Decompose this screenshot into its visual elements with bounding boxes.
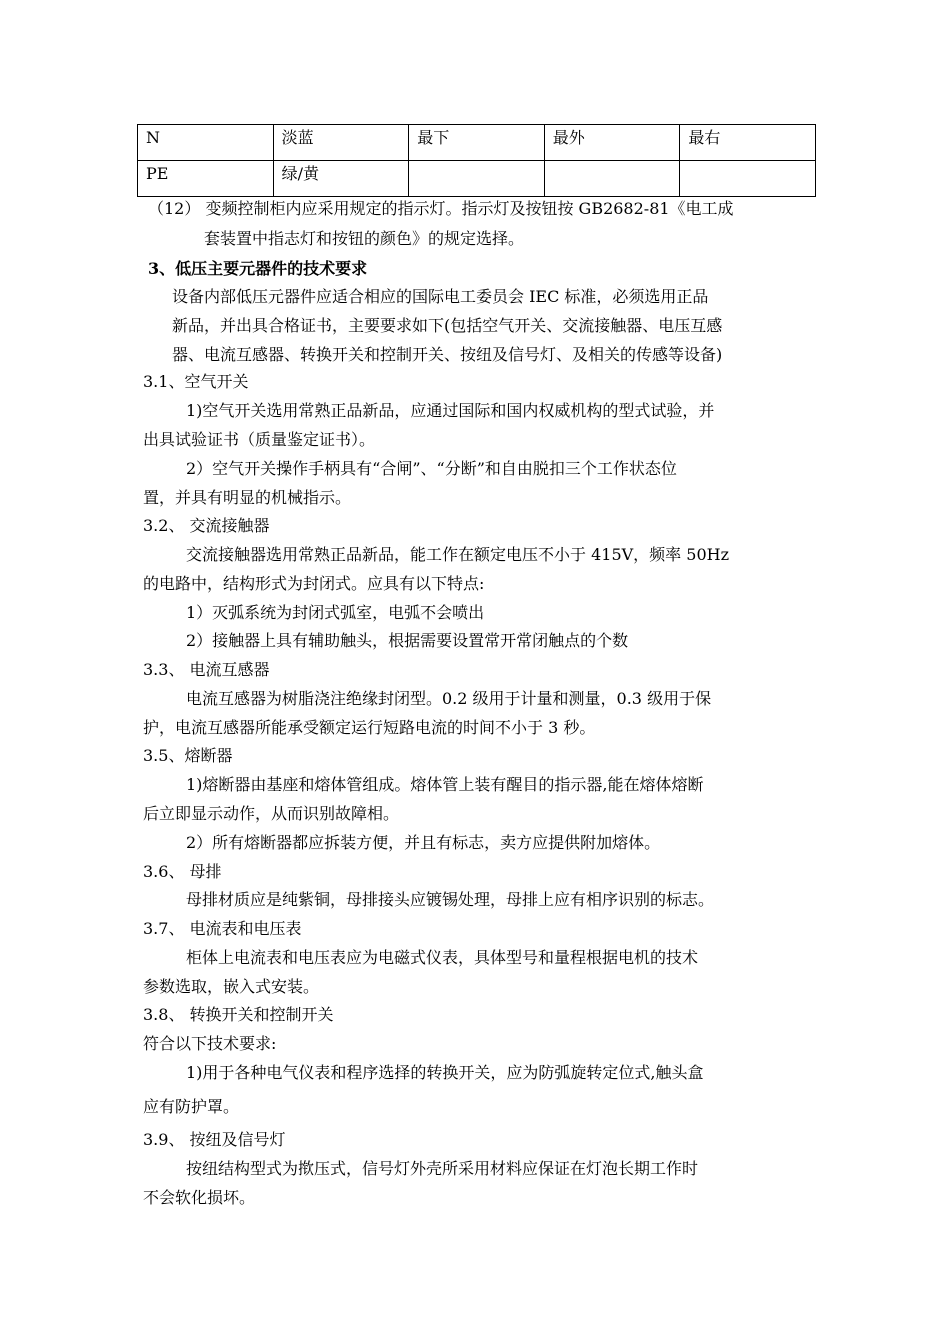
- paragraph-line: 应有防护罩。: [143, 1097, 240, 1116]
- table-cell: PE: [138, 161, 274, 197]
- subsection-heading: 3.8、 转换开关和控制开关: [143, 1005, 334, 1024]
- table-cell: 最右: [680, 125, 816, 161]
- subsection-heading: 3.2、 交流接触器: [143, 516, 270, 535]
- paragraph-line: 1)用于各种电气仪表和程序选择的转换开关，应为防弧旋转定位式,触头盒: [186, 1063, 704, 1082]
- paragraph-line: 电流互感器为树脂浇注绝缘封闭型。0.2 级用于计量和测量，0.3 级用于保: [186, 689, 712, 708]
- paragraph-line: 2）接触器上具有辅助触头，根据需要设置常开常闭触点的个数: [186, 631, 629, 650]
- paragraph-line: 1)熔断器由基座和熔体管组成。熔体管上装有醒目的指示器,能在熔体熔断: [186, 775, 704, 794]
- conductor-color-table: [137, 124, 816, 197]
- paragraph-line: （12） 变频控制柜内应采用规定的指示灯。指示灯及按钮按 GB2682-81《电工成: [148, 199, 734, 218]
- paragraph-line: 新品，并出具合格证书，主要要求如下(包括空气开关、交流接触器、电压互感: [172, 316, 723, 335]
- table-cell: [409, 161, 545, 197]
- table-cell: 淡蓝: [273, 125, 409, 161]
- subsection-heading: 3.6、 母排: [143, 862, 222, 881]
- paragraph-line: 出具试验证书（质量鉴定证书）。: [143, 430, 376, 449]
- subsection-heading: 3.9、 按纽及信号灯: [143, 1130, 286, 1149]
- table-row: [138, 125, 816, 161]
- table-cell: [544, 161, 680, 197]
- paragraph-line: 柜体上电流表和电压表应为电磁式仪表，具体型号和量程根据电机的技术: [186, 948, 699, 967]
- paragraph-line: 的电路中，结构形式为封闭式。应具有以下特点:: [143, 574, 485, 593]
- paragraph-line: 器、电流互感器、转换开关和控制开关、按纽及信号灯、及相关的传感等设备): [172, 345, 723, 364]
- subsection-heading: 3.1、空气开关: [143, 372, 249, 391]
- paragraph-line: 交流接触器选用常熟正品新品，能工作在额定电压不小于 415V，频率 50Hz: [186, 545, 730, 564]
- paragraph-line: 不会软化损坏。: [143, 1188, 256, 1207]
- paragraph-line: 2）空气开关操作手柄具有“合闸”、“分断”和自由脱扣三个工作状态位: [186, 459, 677, 478]
- paragraph-line: 套装置中指志灯和按钮的颜色》的规定选择。: [204, 229, 525, 248]
- table-cell: [680, 161, 816, 197]
- paragraph-line: 设备内部低压元器件应适合相应的国际电工委员会 IEC 标准，必须选用正品: [172, 287, 709, 306]
- paragraph-line: 2）所有熔断器都应拆装方便，并且有标志，卖方应提供附加熔体。: [186, 833, 661, 852]
- paragraph-line: 置，并具有明显的机械指示。: [143, 488, 352, 507]
- subsection-heading: 3.7、 电流表和电压表: [143, 919, 302, 938]
- table-row: [138, 161, 816, 197]
- paragraph-line: 符合以下技术要求:: [143, 1034, 277, 1053]
- section-heading: 3、低压主要元器件的技术要求: [148, 259, 368, 278]
- paragraph-line: 母排材质应是纯紫铜，母排接头应镀锡处理，母排上应有相序识别的标志。: [186, 890, 715, 909]
- table-cell: 最下: [409, 125, 545, 161]
- paragraph-line: 护，电流互感器所能承受额定运行短路电流的时间不小于 3 秒。: [143, 718, 596, 737]
- paragraph-line: 后立即显示动作，从而识别故障相。: [143, 804, 400, 823]
- paragraph-line: 1）灭弧系统为封闭式弧室，电弧不会喷出: [186, 603, 485, 622]
- paragraph-line: 1)空气开关选用常熟正品新品，应通过国际和国内权威机构的型式试验，并: [186, 401, 715, 420]
- paragraph-line: 参数选取，嵌入式安装。: [143, 977, 320, 996]
- subsection-heading: 3.5、熔断器: [143, 746, 233, 765]
- paragraph-line: 按纽结构型式为揿压式，信号灯外壳所采用材料应保证在灯泡长期工作时: [186, 1159, 699, 1178]
- table-cell: 绿/黄: [273, 161, 409, 197]
- table-cell: N: [138, 125, 274, 161]
- table-cell: 最外: [544, 125, 680, 161]
- subsection-heading: 3.3、 电流互感器: [143, 660, 270, 679]
